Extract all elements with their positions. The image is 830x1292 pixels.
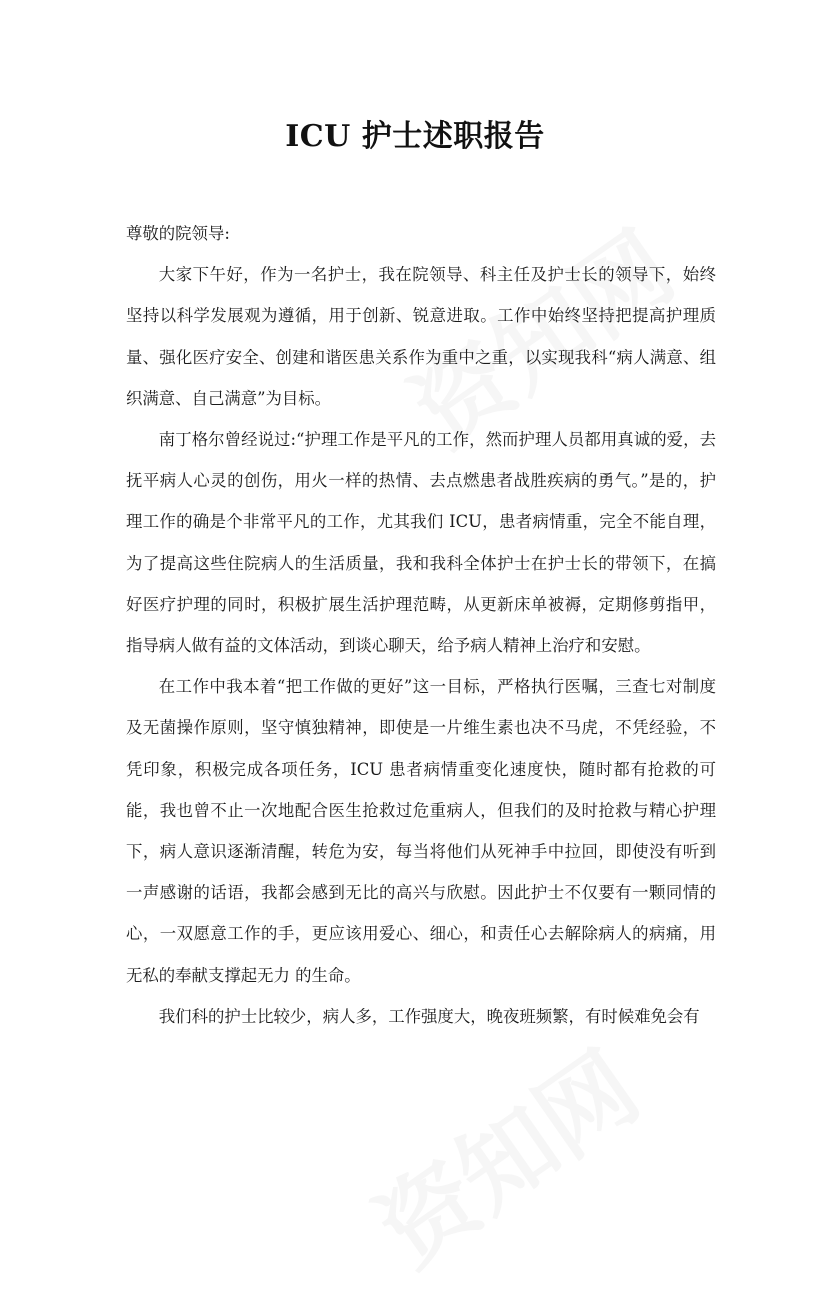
paragraph: 大家下午好，作为一名护士，我在院领导、科主任及护士长的领导下，始终坚持以科学发展观为遵循，用于创新、锐意进取。工作中始终坚持把提高护理质量、强化医疗安全、创建和谐医患关系作为重中之重，以实现我科“病人满意、组织满意、自己满意”为目标。 xyxy=(126,265,716,408)
paragraph: 南丁格尔曾经说过:“护理工作是平凡的工作，然而护理人员都用真诚的爱，去抚平病人心灵的创伤，用火一样的热情、去点燃患者战胜疾病的勇气。”是的，护理工作的确是个非常平凡的工作，尤其我们 ICU，患者病情重，完全不能自理，为了提高这些住院病人的生活质量，我和我科全体护士在护士长的带领下，在搞好医疗护理的同时，积极扩展生活护理范畴，从更新床单被褥，定期修剪指甲，指导病人做有益的文体活动，到谈心聊天，给予病人精神上治疗和安慰。 xyxy=(126,430,716,656)
watermark xyxy=(347,1015,661,1292)
paragraph: 我们科的护士比较少，病人多，工作强度大，晚夜班频繁，有时候难免会有 xyxy=(158,1006,700,1026)
salutation: 尊敬的院领导: xyxy=(126,224,230,243)
document-body xyxy=(126,213,716,1037)
document-title: ICU 护士述职报告 xyxy=(285,119,545,154)
paragraph: 在工作中我本着“把工作做的更好”这一目标，严格执行医嘱，三查七对制度及无菌操作原则，坚守慎独精神，即使是一片维生素也决不马虎，不凭经验，不凭印象，积极完成各项任务，ICU 患者病情重变化速度快，随时都有抢救的可能，我也曾不止一次地配合医生抢救过危重病人，但我们的及时抢救与精心护理下，病人意识逐渐清醒，转危为安，每当将他们从死神手中拉回，即使没有听到一声感谢的话语，我都会感到无比的高兴与欣慰。因此护士不仅要有一颗同情的心，一双愿意工作的手，更应该用爱心、细心，和责任心去解除病人的病痛，用无私的奉献支撑起无力 的生命。 xyxy=(126,677,716,985)
